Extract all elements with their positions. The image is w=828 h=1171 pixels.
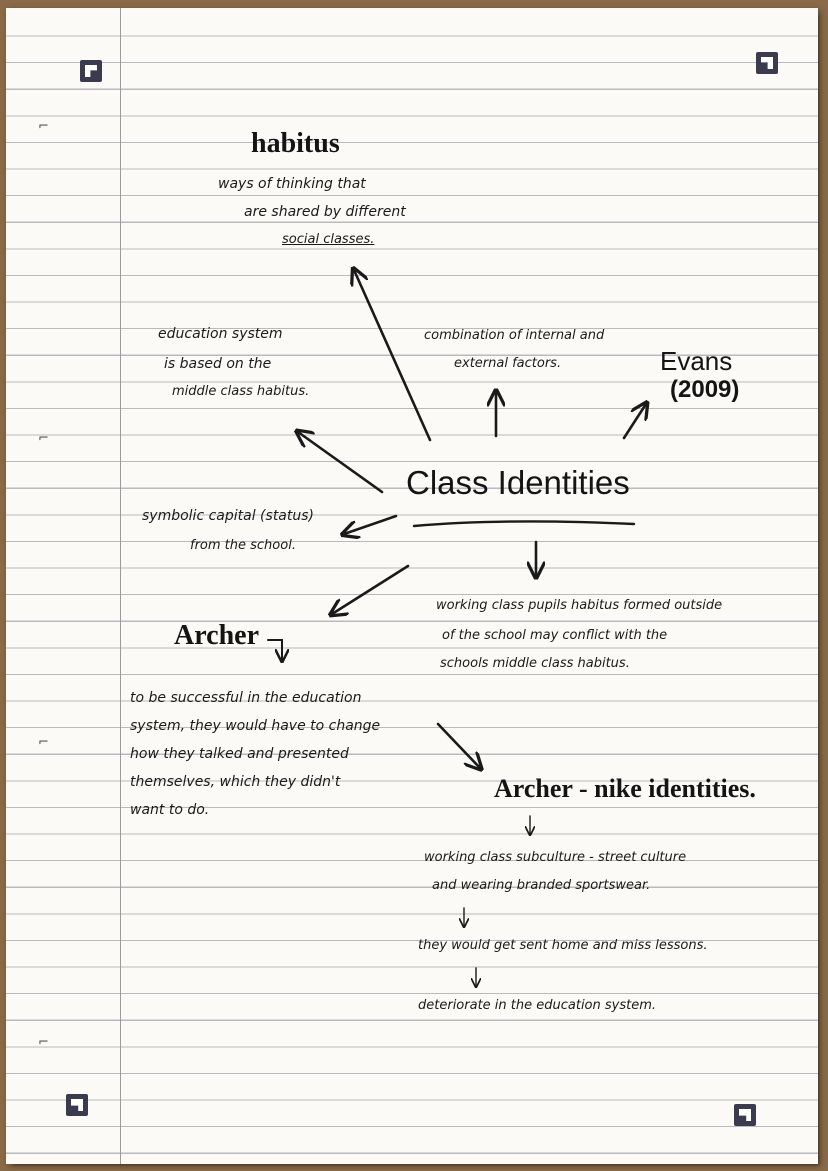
arrow-to-archer xyxy=(332,566,408,614)
binder-hole-icon: ⌐ xyxy=(38,735,49,750)
working-class-habitus-line: schools middle class habitus. xyxy=(440,656,630,671)
combination-line: combination of internal and xyxy=(424,328,605,343)
binder-hole-icon: ⌐ xyxy=(38,1035,49,1050)
arrow-to-evans xyxy=(624,404,646,438)
title-underline xyxy=(414,521,634,526)
archer-nike-step2: they would get sent home and miss lessons. xyxy=(418,938,708,953)
archer-text-line: system, they would have to change xyxy=(130,718,381,734)
working-class-habitus-line: of the school may conflict with the xyxy=(442,628,668,643)
symbolic-capital-line: from the school. xyxy=(190,538,296,553)
evans-year: (2009) xyxy=(670,376,740,403)
arrow-to-habitus xyxy=(354,270,430,440)
archer-text-line: to be successful in the education xyxy=(130,690,362,706)
habitus-definition-line: ways of thinking that xyxy=(218,176,366,192)
archer-text-line: want to do. xyxy=(130,802,210,818)
education-system-line: middle class habitus. xyxy=(172,384,310,399)
habitus-definition-line: social classes. xyxy=(282,232,375,247)
education-system-line: is based on the xyxy=(164,356,272,372)
mind-map-arrows xyxy=(6,8,818,1164)
notebook-page xyxy=(6,8,818,1164)
archer-nike-step1-line: working class subculture - street culture xyxy=(424,850,687,865)
habitus-definition-line: are shared by different xyxy=(244,204,406,220)
binder-hole-icon: ⌐ xyxy=(38,119,49,134)
archer-turn-arrow xyxy=(268,640,282,660)
symbolic-capital-line: symbolic capital (status) xyxy=(142,508,314,524)
combination-line: external factors. xyxy=(454,356,562,371)
archer-heading: Archer xyxy=(174,620,259,651)
archer-nike-heading: Archer - nike identities. xyxy=(494,774,756,803)
working-class-habitus-line: working class pupils habitus formed outside xyxy=(436,598,723,613)
evans-name: Evans xyxy=(660,346,733,376)
archer-text-line: how they talked and presented xyxy=(130,746,349,762)
habitus-heading: habitus xyxy=(251,128,340,159)
archer-text-line: themselves, which they didn't xyxy=(130,774,341,790)
arrow-to-symbolic-capital xyxy=(344,516,396,534)
binder-hole-icon: ⌐ xyxy=(38,431,49,446)
education-system-line: education system xyxy=(158,326,283,342)
arrow-to-archer-nike xyxy=(438,724,480,768)
arrow-to-education-system xyxy=(298,432,382,492)
archer-nike-step1-line: and wearing branded sportswear. xyxy=(432,878,651,893)
archer-nike-step3: deteriorate in the education system. xyxy=(418,998,657,1013)
topic-title: Class Identities xyxy=(406,464,630,501)
